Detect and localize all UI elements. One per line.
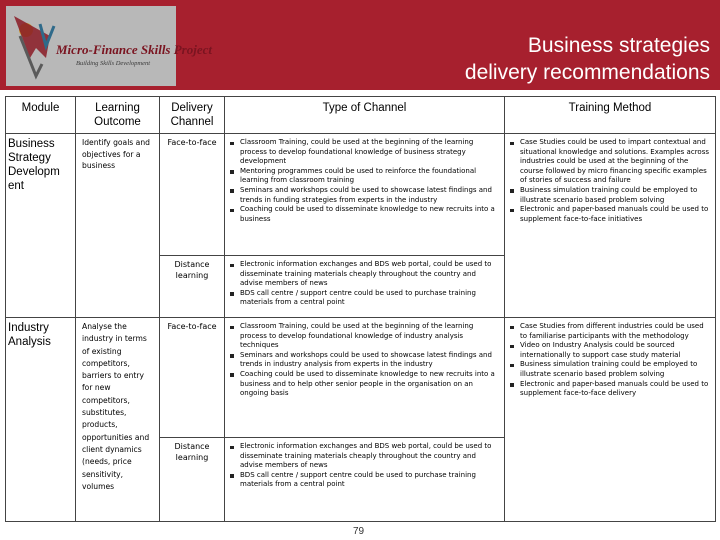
list-item: Case Studies could be used to impart contextual and situational knowledge and solutions. Examples across industries could be used at the beginning of the course followed by micro financing specific examples of stories of success and failure	[509, 138, 711, 186]
list-item: Mentoring programmes could be used to reinforce the foundational learning from classroom training	[229, 167, 500, 186]
list-item: Seminars and workshops could be used to showcase latest findings and trends in industry analysis from experts in the industry	[229, 351, 500, 370]
header-type-of-channel: Type of Channel	[225, 97, 505, 134]
module-cell: Business Strategy Developm ent	[6, 134, 76, 318]
list-item: Seminars and workshops could be used to showcase latest findings and trends in funding strategies from experts in the industry	[229, 186, 500, 205]
method-cell	[505, 318, 716, 522]
list-item: BDS call centre / support centre could be used to purchase training materials from a central point	[229, 289, 500, 308]
outcome-cell: Analyse the industry in terms of existing competitors, barriers to entry for new competitors, substitutes, products, opportunities and client dynamics (needs, price sensitivity, volumes	[76, 318, 160, 522]
table-row	[6, 318, 716, 438]
list-item: BDS call centre / support centre could be used to purchase training materials from a central point	[229, 471, 500, 490]
list-item: Electronic information exchanges and BDS web portal, could be used to disseminate training materials cheaply throughout the country and advise members of news	[229, 260, 500, 289]
page-number: 79	[353, 526, 365, 537]
type-cell	[225, 318, 505, 438]
channel-cell: Distance learning	[160, 438, 225, 522]
logo-subtitle: Building Skills Development	[76, 60, 151, 67]
channel-cell: Face-to-face	[160, 318, 225, 438]
list-item: Business simulation training could be employed to illustrate scenario based problem solving	[509, 186, 711, 205]
list-item: Electronic information exchanges and BDS web portal, could be used to disseminate training materials cheaply throughout the country and advise members of news	[229, 442, 500, 471]
outcome-cell: Identify goals and objectives for a business	[76, 134, 160, 318]
header-banner	[0, 0, 720, 90]
type-cell	[225, 134, 505, 256]
list-item: Classroom Training, could be used at the beginning of the learning process to develop foundational knowledge of business strategy development	[229, 138, 500, 167]
list-item: Electronic and paper-based manuals could be used to supplement face-to-face initiatives	[509, 205, 711, 224]
header-training-method: Training Method	[505, 97, 716, 134]
list-item: Electronic and paper-based manuals could be used to supplement face-to-face delivery	[509, 380, 711, 399]
page-title-line-2: delivery recommendations	[464, 61, 710, 84]
list-item: Classroom Training, could be used at the beginning of the learning process to develop foundational knowledge of industry analysis techniques	[229, 322, 500, 351]
header-delivery-channel: Delivery Channel	[160, 97, 225, 134]
module-cell: Industry Analysis	[6, 318, 76, 522]
type-cell	[225, 438, 505, 522]
page-title-line-1: Business strategies	[527, 34, 710, 57]
channel-cell: Distance learning	[160, 256, 225, 318]
channel-cell: Face-to-face	[160, 134, 225, 256]
list-item: Video on Industry Analysis could be sourced internationally to support case study material	[509, 341, 711, 360]
header-learning-outcome: Learning Outcome	[76, 97, 160, 134]
type-cell	[225, 256, 505, 318]
method-cell	[505, 134, 716, 318]
list-item: Case Studies from different industries could be used to familiarise participants with the methodology	[509, 322, 711, 341]
table-header-row	[6, 97, 716, 134]
logo	[6, 6, 212, 86]
list-item: Coaching could be used to disseminate knowledge to new recruits into a business	[229, 205, 500, 224]
recommendations-table	[5, 96, 716, 522]
logo-title: Micro-Finance Skills Project	[56, 42, 212, 57]
table-row	[6, 134, 716, 256]
list-item: Business simulation training could be employed to illustrate scenario based problem solving	[509, 360, 711, 379]
page-title	[465, 32, 710, 86]
header-module: Module	[6, 97, 76, 134]
list-item: Coaching could be used to disseminate knowledge to new recruits into a business and to help other senior people in the organisation on an ongoing basis	[229, 370, 500, 399]
